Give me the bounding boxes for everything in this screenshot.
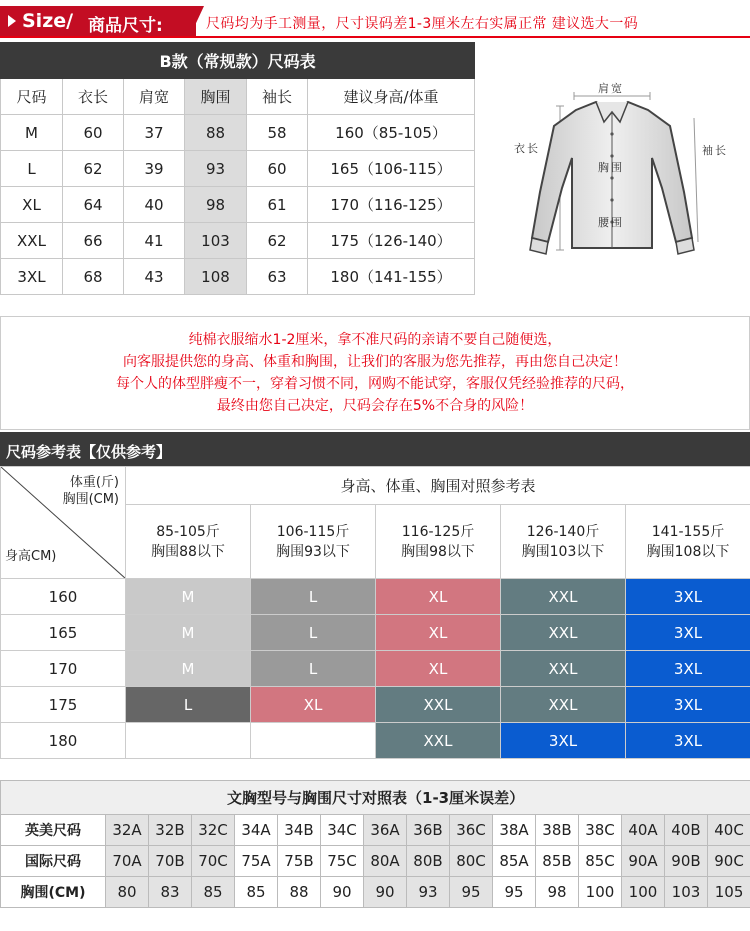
size-cell: XXL <box>376 723 501 759</box>
size-title-en: Size/ <box>22 10 74 32</box>
bra-size-cell: 75B <box>278 846 321 877</box>
table-cell: 93 <box>185 151 247 187</box>
bra-size-cell: 98 <box>536 877 579 908</box>
size-cell: XXL <box>501 579 626 615</box>
size-cell: L <box>126 687 251 723</box>
col-header: 袖长 <box>247 79 308 115</box>
size-cell: M <box>126 615 251 651</box>
table-cell: 40 <box>124 187 185 223</box>
header-band <box>0 0 750 40</box>
weight-column-header <box>501 505 626 579</box>
bra-size-cell: 83 <box>149 877 192 908</box>
notice-line: 纯棉衣服缩水1-2厘米，拿不准尺码的亲请不要自己随便选， <box>188 332 562 348</box>
table-cell: 98 <box>185 187 247 223</box>
table-cell: 43 <box>124 259 185 295</box>
notice-line: 每个人的体型胖瘦不一，穿着习惯不同，网购不能试穿，客服仅凭经验推荐的尺码， <box>116 376 634 392</box>
corner-weight: 体重(斤) <box>69 475 119 490</box>
table-cell: 103 <box>185 223 247 259</box>
bra-size-cell: 85C <box>579 846 622 877</box>
table-cell: 165（106-115） <box>308 151 475 187</box>
bra-size-cell: 34A <box>235 815 278 846</box>
bra-size-cell: 36B <box>407 815 450 846</box>
table-cell: 108 <box>185 259 247 295</box>
height-cell: 175 <box>1 687 126 723</box>
table-cell: 60 <box>247 151 308 187</box>
size-table-header <box>1 79 475 115</box>
corner-height: 身高CM) <box>5 549 57 564</box>
table-cell: 180（141-155） <box>308 259 475 295</box>
height-cell: 180 <box>1 723 126 759</box>
table-cell: 60 <box>63 115 124 151</box>
bra-size-cell: 90 <box>364 877 407 908</box>
weight-column-header <box>376 505 501 579</box>
size-cell: XL <box>376 615 501 651</box>
size-cell-empty <box>126 723 251 759</box>
bra-row-label: 胸围(CM) <box>1 877 106 908</box>
bra-table-caption: 文胸型号与胸围尺寸对照表（1-3厘米误差） <box>1 781 750 815</box>
bra-row-label: 英美尺码 <box>1 815 106 846</box>
size-cell-empty <box>251 723 376 759</box>
table-cell: XL <box>1 187 63 223</box>
col-header: 胸围 <box>185 79 247 115</box>
size-title-cn: 商品尺寸: <box>88 16 163 36</box>
size-cell: 3XL <box>501 723 626 759</box>
bra-size-cell: 70C <box>192 846 235 877</box>
measure-note: 尺码均为手工测量，尺寸误码差1-3厘米左右实属正常 建议选大一码 <box>206 16 639 32</box>
col-header: 衣长 <box>63 79 124 115</box>
table-cell: 63 <box>247 259 308 295</box>
weight-column-header <box>126 505 251 579</box>
size-title-tag <box>0 6 196 36</box>
size-cell: 3XL <box>626 579 750 615</box>
table-row <box>1 687 750 723</box>
table-cell: M <box>1 115 63 151</box>
weight-range: 106-115斤 <box>276 523 350 540</box>
bra-size-cell: 38B <box>536 815 579 846</box>
chest-range: 胸围108以下 <box>646 543 730 560</box>
table-cell: 88 <box>185 115 247 151</box>
size-table-caption: B款（常规款）尺码表 <box>1 43 475 79</box>
weight-range: 116-125斤 <box>401 523 475 540</box>
bra-size-cell: 40C <box>708 815 750 846</box>
bra-size-cell: 103 <box>665 877 708 908</box>
table-cell: 41 <box>124 223 185 259</box>
table-row <box>1 579 750 615</box>
bra-size-cell: 36C <box>450 815 493 846</box>
size-cell: XXL <box>501 687 626 723</box>
label-chest: 胸围 <box>598 161 624 174</box>
reference-table <box>0 466 750 759</box>
bra-row-label: 国际尺码 <box>1 846 106 877</box>
table-row <box>1 846 750 877</box>
bra-size-cell: 38A <box>493 815 536 846</box>
table-cell: 61 <box>247 187 308 223</box>
size-cell: XL <box>376 579 501 615</box>
table-cell: 3XL <box>1 259 63 295</box>
table-row <box>1 815 750 846</box>
table-cell: XXL <box>1 223 63 259</box>
weight-column-header <box>251 505 376 579</box>
col-header: 肩宽 <box>124 79 185 115</box>
chest-range: 胸围93以下 <box>276 543 350 560</box>
span-title: 身高、体重、胸围对照参考表 <box>126 467 750 505</box>
bra-size-cell: 85 <box>192 877 235 908</box>
chest-range: 胸围88以下 <box>151 543 225 560</box>
table-cell: 62 <box>247 223 308 259</box>
bra-size-cell: 88 <box>278 877 321 908</box>
table-row <box>1 115 475 151</box>
bra-size-cell: 32C <box>192 815 235 846</box>
label-sleeve: 袖长 <box>702 144 728 157</box>
size-table <box>0 42 475 295</box>
bra-size-cell: 70A <box>106 846 149 877</box>
weight-range: 126-140斤 <box>526 523 600 540</box>
chest-range: 胸围103以下 <box>521 543 605 560</box>
table-cell: L <box>1 151 63 187</box>
size-cell: XL <box>251 687 376 723</box>
col-header: 尺码 <box>1 79 63 115</box>
size-cell: L <box>251 615 376 651</box>
table-cell: 39 <box>124 151 185 187</box>
weight-range: 85-105斤 <box>156 523 220 540</box>
size-cell: XXL <box>376 687 501 723</box>
bra-size-cell: 95 <box>493 877 536 908</box>
table-cell: 58 <box>247 115 308 151</box>
bra-size-cell: 100 <box>579 877 622 908</box>
label-length: 衣长 <box>514 142 540 155</box>
bra-size-cell: 40B <box>665 815 708 846</box>
table-cell: 64 <box>63 187 124 223</box>
table-row <box>1 259 475 295</box>
bra-size-cell: 80A <box>364 846 407 877</box>
table-cell: 160（85-105） <box>308 115 475 151</box>
bra-size-cell: 90B <box>665 846 708 877</box>
bra-size-cell: 85 <box>235 877 278 908</box>
bra-size-cell: 32B <box>149 815 192 846</box>
bra-size-cell: 32A <box>106 815 149 846</box>
bra-size-cell: 95 <box>450 877 493 908</box>
table-cell: 68 <box>63 259 124 295</box>
bra-size-cell: 100 <box>622 877 665 908</box>
bra-size-cell: 34B <box>278 815 321 846</box>
shirt-measure-diagram <box>474 42 750 294</box>
bra-size-cell: 80 <box>106 877 149 908</box>
table-row <box>1 877 750 908</box>
table-cell: 62 <box>63 151 124 187</box>
label-shoulder: 肩宽 <box>598 82 624 95</box>
weight-column-header <box>626 505 750 579</box>
bra-size-cell: 90 <box>321 877 364 908</box>
notice-box <box>0 316 750 430</box>
bra-size-cell: 34C <box>321 815 364 846</box>
header-divider <box>0 36 750 38</box>
size-cell: 3XL <box>626 723 750 759</box>
table-cell: 175（126-140） <box>308 223 475 259</box>
bra-size-cell: 85B <box>536 846 579 877</box>
bra-size-cell: 36A <box>364 815 407 846</box>
bra-size-cell: 90C <box>708 846 750 877</box>
size-cell: L <box>251 579 376 615</box>
table-cell: 170（116-125） <box>308 187 475 223</box>
bra-size-cell: 70B <box>149 846 192 877</box>
size-cell: XL <box>376 651 501 687</box>
col-header: 建议身高/体重 <box>308 79 475 115</box>
bra-size-cell: 38C <box>579 815 622 846</box>
notice-line: 向客服提供您的身高、体重和胸围，让我们的客服为您先推荐，再由您自己决定！ <box>123 354 627 370</box>
bra-size-cell: 75C <box>321 846 364 877</box>
size-cell: L <box>251 651 376 687</box>
table-cell: 66 <box>63 223 124 259</box>
height-cell: 170 <box>1 651 126 687</box>
label-waist: 腰围 <box>598 216 624 229</box>
bra-size-cell: 80B <box>407 846 450 877</box>
notice-line: 最终由您自己决定，尺码会存在5%不合身的风险！ <box>216 398 534 414</box>
bra-size-cell: 93 <box>407 877 450 908</box>
title-slant <box>190 6 204 36</box>
size-cell: 3XL <box>626 651 750 687</box>
corner-chest: 胸围(CM) <box>62 492 119 507</box>
table-row <box>1 223 475 259</box>
size-cell: XXL <box>501 615 626 651</box>
size-cell: 3XL <box>626 687 750 723</box>
size-cell: M <box>126 651 251 687</box>
bra-size-cell: 90A <box>622 846 665 877</box>
bra-size-table <box>0 780 750 908</box>
bra-size-cell: 40A <box>622 815 665 846</box>
chest-range: 胸围98以下 <box>401 543 475 560</box>
table-row <box>1 615 750 651</box>
bra-size-cell: 105 <box>708 877 750 908</box>
size-cell: 3XL <box>626 615 750 651</box>
table-row <box>1 651 750 687</box>
table-row <box>1 151 475 187</box>
bra-size-cell: 75A <box>235 846 278 877</box>
corner-cell <box>1 467 126 579</box>
triangle-right-icon <box>8 15 16 27</box>
height-cell: 165 <box>1 615 126 651</box>
size-cell: M <box>126 579 251 615</box>
bra-size-cell: 80C <box>450 846 493 877</box>
weight-range: 141-155斤 <box>651 523 725 540</box>
table-cell: 37 <box>124 115 185 151</box>
bra-size-cell: 85A <box>493 846 536 877</box>
table-row <box>1 187 475 223</box>
table-row <box>1 723 750 759</box>
reference-title: 尺码参考表【仅供参考】 <box>0 432 750 466</box>
height-cell: 160 <box>1 579 126 615</box>
size-cell: XXL <box>501 651 626 687</box>
